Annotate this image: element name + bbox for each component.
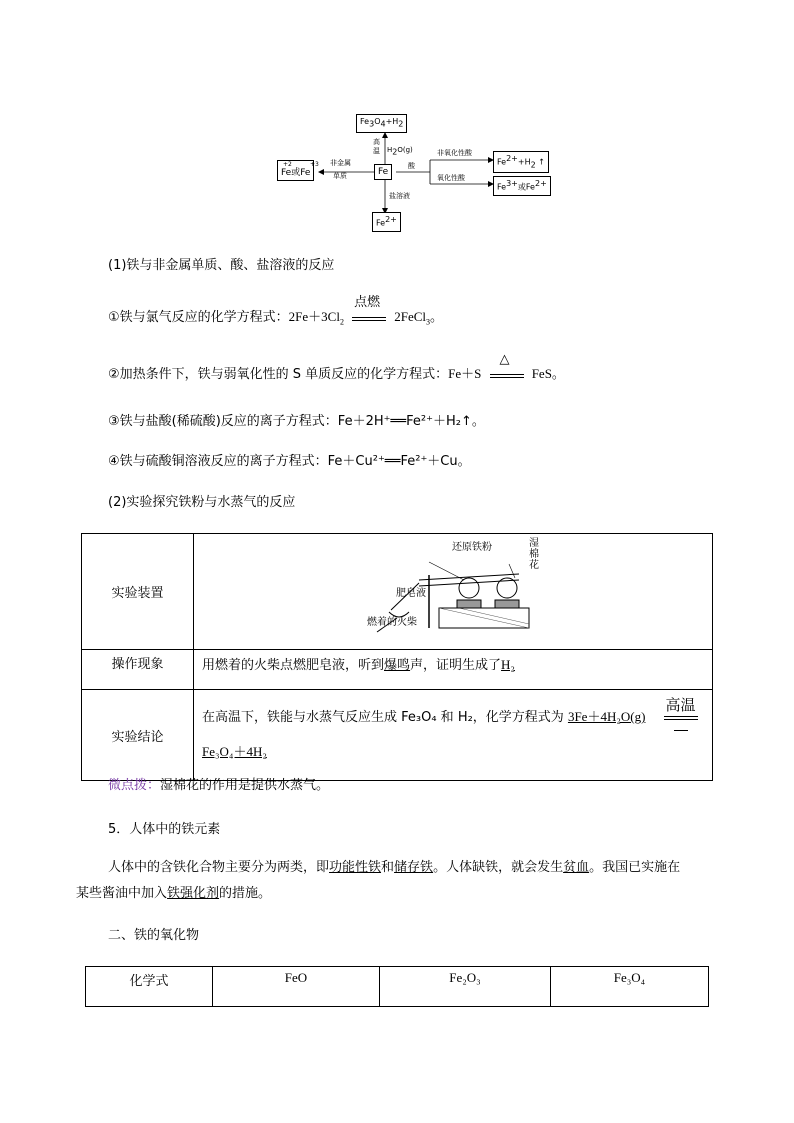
row-label-apparatus: 实验装置 — [82, 534, 194, 650]
operation-cell: 用燃着的火柴点燃肥皂液，听到爆鸣声，证明生成了H₂ — [194, 650, 713, 690]
nonoxidizing-acid-label: 非氧化性酸 — [437, 149, 472, 157]
right-bottom-product-box: $Fe^{3+}$或$Fe^{2+}$ — [493, 176, 551, 196]
oxide-header-fe2o3: Fe₂O₃ — [380, 967, 551, 1007]
experiment-table — [81, 533, 713, 781]
section5-para-line2: 某些酱油中加入铁强化剂的措施。 — [76, 886, 272, 901]
equation-2: ②加热条件下，铁与弱氧化性的 S 单质反应的化学方程式：Fe＋S △ FeS。 — [108, 352, 565, 382]
section5-para-line1: 人体中的含铁化合物主要分为两类，即功能性铁和储存铁。人体缺铁，就会发生贫血。我国已实施在 — [108, 860, 681, 875]
top-product-box: $Fe_3O_4+H_2$ — [356, 114, 407, 133]
table-row — [86, 967, 709, 1007]
row-label-conclusion: 实验结论 — [82, 690, 194, 781]
acid-label: 酸 — [408, 162, 415, 170]
equation-3: ③铁与盐酸(稀硫酸)反应的离子方程式：Fe＋2H⁺══Fe²⁺＋H₂↑。 — [108, 414, 485, 429]
oxidizing-acid-label: 氧化性酸 — [437, 174, 465, 182]
label-soap: 肥皂液 — [396, 588, 426, 599]
table-row — [82, 534, 713, 650]
label-burning-match: 燃着的火柴 — [367, 617, 417, 628]
oxide-header-formula: 化学式 — [86, 967, 213, 1007]
table-row — [82, 690, 713, 781]
section1-title: (1)铁与非金属单质、酸、盐溶液的反应 — [108, 258, 335, 273]
label-wet-cotton: 湿棉花 — [529, 538, 539, 571]
left-label-nonmetal: 非金属 — [330, 159, 351, 167]
bottom-product-box: $Fe^{2+}$ — [372, 212, 401, 232]
section5-title: 5．人体中的铁元素 — [108, 822, 221, 837]
row-label-operation: 操作现象 — [82, 650, 194, 690]
oxides-table — [85, 966, 709, 1007]
conclusion-condition: 高温 — [665, 696, 696, 714]
center-fe-box: Fe — [374, 164, 392, 180]
equation-4: ④铁与硫酸铜溶液反应的离子方程式：Fe＋Cu²⁺══Fe²⁺＋Cu。 — [108, 454, 471, 469]
tip-line: 微点拨：湿棉花的作用是提供水蒸气。 — [108, 778, 330, 793]
table-row — [82, 650, 713, 690]
right-top-product-box: $Fe^{2+}+H_2$ ↑ — [493, 151, 549, 173]
oxides-title: 二、铁的氧化物 — [108, 928, 200, 943]
section2-title: (2)实验探究铁粉与水蒸气的反应 — [108, 495, 296, 510]
oxide-header-fe3o4: Fe₃O₄ — [551, 967, 709, 1007]
left-product-box: +2 +3 Fe或Fe — [277, 160, 314, 181]
top-condition-water: $H_2O(g)$ — [387, 146, 413, 157]
tip-label: 微点拨： — [108, 778, 161, 793]
eq1-condition: 点燃 — [354, 295, 381, 310]
top-condition-high-temp: 高温 — [373, 138, 380, 155]
left-label-element: 单质 — [333, 172, 347, 180]
oxide-header-feo: FeO — [213, 967, 380, 1007]
label-iron-powder: 还原铁粉 — [452, 542, 492, 553]
eq2-condition: △ — [499, 352, 510, 367]
equation-1: ①铁与氯气反应的化学方程式：$2Fe+3Cl_2$ 点燃 2FeCl$_3$。 — [108, 295, 444, 327]
apparatus-cell — [194, 534, 713, 650]
salt-solution-label: 盐溶液 — [389, 192, 410, 200]
conclusion-cell: 在高温下，铁能与水蒸气反应生成 Fe₃O₄ 和 H₂，化学方程式为 3Fe＋4H₂O(g) 高温 Fe₃O₄＋4H₂ — [194, 690, 713, 781]
